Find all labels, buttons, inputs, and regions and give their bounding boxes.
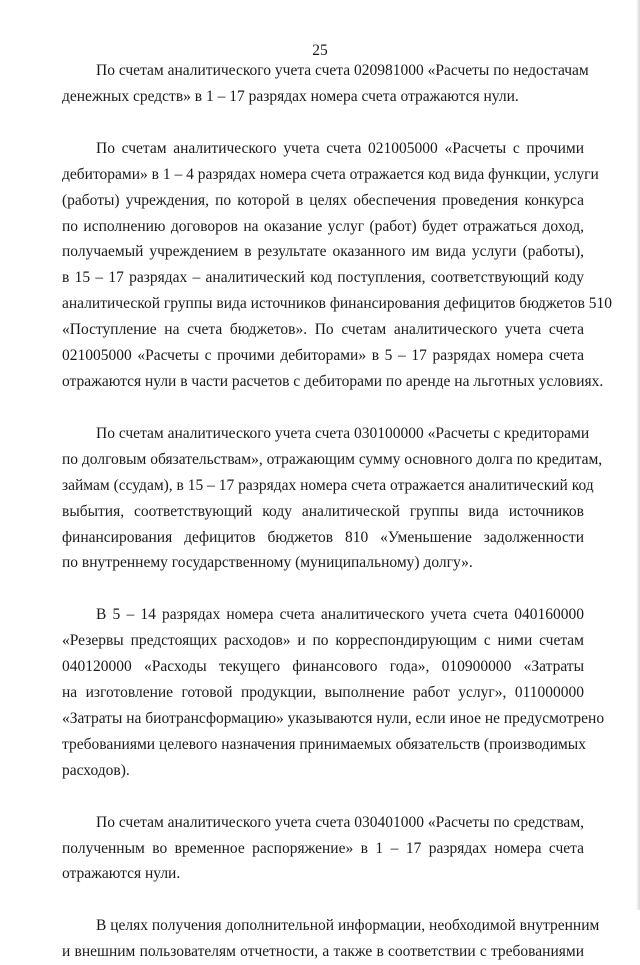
paragraph-line: по исполнению договоров на оказание услуг (работ) будет отражаться доход, <box>62 217 584 235</box>
paragraph-line: По счетам аналитического учета счета 030401000 «Расчеты по средствам, <box>96 813 584 831</box>
paragraph <box>62 421 603 576</box>
page-number: 25 <box>312 42 328 59</box>
paragraph-line: (работы) учреждения, по которой в целях обеспечения проведения конкурса <box>62 191 584 209</box>
paragraph-line: 021005000 «Расчеты с прочими дебиторами» в 5 – 17 разрядах номера счета <box>62 347 584 365</box>
paragraph-line: дебиторами» в 1 – 4 разрядах номера счета отражается код вида функции, услуги <box>62 165 599 183</box>
paragraph-line: В 5 – 14 разрядах номера счета аналитического учета счета 040160000 <box>96 606 584 624</box>
paragraph <box>62 136 613 395</box>
paragraph-line: по внутреннему государственному (муниципальному) долгу». <box>62 554 473 572</box>
paragraph <box>62 810 584 888</box>
paragraph-line: аналитической группы вида источников финансирования дефицитов бюджетов 510 <box>62 295 613 313</box>
paragraph-line: денежных средств» в 1 – 17 разрядах номера счета отражаются нули. <box>62 87 519 105</box>
paragraph-line: в 15 – 17 разрядах – аналитический код поступления, соответствующий коду <box>62 269 584 287</box>
document-body <box>62 58 613 965</box>
paragraph-line: По счетам аналитического учета счета 020981000 «Расчеты по недостачам <box>96 62 589 79</box>
paragraph-line: расходов). <box>62 761 130 779</box>
paragraph-line: требованиями целевого назначения принимаемых обязательств (производимых <box>62 735 586 753</box>
paragraph-line: По счетам аналитического учета счета 021005000 «Расчеты с прочими <box>96 139 584 157</box>
paragraph-line: получаемый учреждением в результате оказанного им вида услуги (работы), <box>62 243 584 261</box>
paragraph-line: полученным во временное распоряжение» в 1 – 17 разрядах номера счета <box>62 839 584 857</box>
paragraph-line: выбытия, соответствующий коду аналитической группы вида источников <box>62 502 584 520</box>
paragraph-line: По счетам аналитического учета счета 030100000 «Расчеты с кредиторами <box>96 424 590 442</box>
scan-edge <box>636 0 640 910</box>
paragraph-line: «Затраты на биотрансформацию» указываются нули, если иное не предусмотрено <box>62 709 605 727</box>
paragraph-line: на изготовление готовой продукции, выполнение работ услуг», 011000000 <box>62 684 584 702</box>
paragraph <box>62 602 605 783</box>
paragraph-line: «Поступление на счета бюджетов». По счетам аналитического учета счета <box>62 321 584 339</box>
paragraph-line: отражаются нули. <box>62 865 181 883</box>
paragraph-line: «Резервы предстоящих расходов» и по корреспондирующим с ними счетам <box>62 632 584 650</box>
paragraph-line: 040120000 «Расходы текущего финансового года», 010900000 «Затраты <box>62 658 584 676</box>
paragraph-line: займам (ссудам), в 15 – 17 разрядах номера счета отражается аналитический код <box>62 476 594 494</box>
paragraph <box>62 913 600 965</box>
paragraph-line: по долговым обязательствам», отражающим сумму основного долга по кредитам, <box>62 450 603 468</box>
paragraph-line: и внешним пользователям отчетности, а также в соответствии с требованиями <box>62 943 584 961</box>
paragraph-line: финансирования дефицитов бюджетов 810 «Уменьшение задолженности <box>62 528 584 546</box>
paragraph <box>62 58 589 110</box>
paragraph-line: В целях получения дополнительной информации, необходимой внутренним <box>96 917 600 935</box>
paragraph-line: отражаются нули в части расчетов с дебиторами по аренде на льготных условиях. <box>62 372 604 390</box>
